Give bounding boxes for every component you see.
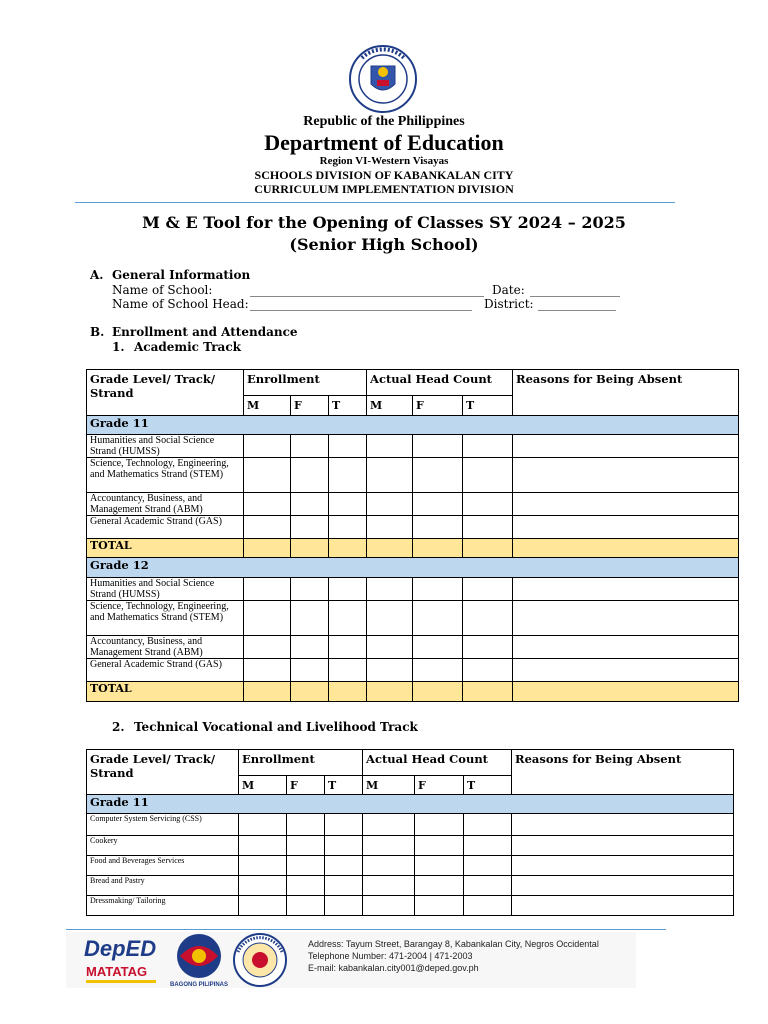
input-cell[interactable] (413, 636, 463, 659)
input-cell[interactable] (413, 435, 463, 458)
tvl-header-enroll-f: F (287, 776, 325, 795)
department-title: Department of Education (264, 130, 504, 155)
input-cell[interactable] (291, 682, 329, 702)
input-cell[interactable] (413, 539, 463, 558)
input-cell[interactable] (415, 856, 464, 876)
tvl-header-reasons: Reasons for Being Absent (512, 750, 734, 795)
input-cell[interactable] (244, 601, 291, 636)
input-cell[interactable] (463, 682, 513, 702)
input-cell[interactable] (287, 836, 325, 856)
input-cell[interactable] (512, 814, 734, 836)
strand-gas-g12: General Academic Strand (GAS) (87, 659, 244, 682)
table-row (87, 876, 734, 896)
tvl-track-heading: Technical Vocational and Livelihood Track (134, 720, 418, 734)
input-cell[interactable] (329, 516, 367, 539)
tvl-header-count-m: M (363, 776, 415, 795)
input-cell[interactable] (287, 876, 325, 896)
grade-11-row: Grade 11 (87, 416, 739, 435)
section-a-heading: General Information (112, 268, 251, 282)
total-label-g11: TOTAL (87, 539, 244, 558)
bagong-pilipinas-text: BAGONG PILIPINAS (169, 982, 229, 988)
input-cell[interactable] (512, 876, 734, 896)
input-cell[interactable] (329, 458, 367, 493)
input-cell[interactable] (367, 539, 413, 558)
input-cell[interactable] (464, 896, 512, 916)
academic-track-number: 1. (112, 340, 125, 354)
input-cell[interactable] (363, 896, 415, 916)
input-cell[interactable] (287, 814, 325, 836)
tvl-header-count-f: F (415, 776, 464, 795)
input-cell[interactable] (291, 601, 329, 636)
input-cell[interactable] (244, 659, 291, 682)
input-cell[interactable] (291, 539, 329, 558)
input-cell[interactable] (367, 493, 413, 516)
input-cell[interactable] (325, 876, 363, 896)
table-row (87, 578, 739, 601)
tvl-track-table (86, 749, 734, 916)
input-cell[interactable] (415, 836, 464, 856)
date-field[interactable]: _______________ (530, 283, 620, 297)
input-cell[interactable] (513, 435, 739, 458)
table-row (87, 856, 734, 876)
tvl-header-grade-track: Grade Level/ Track/ Strand (87, 750, 239, 795)
grade-12-row: Grade 12 (87, 558, 739, 578)
date-label: Date: (492, 283, 525, 297)
tvl-header-enroll-m: M (239, 776, 287, 795)
header-count-f: F (413, 396, 463, 416)
input-cell[interactable] (513, 636, 739, 659)
header-enroll-t: T (329, 396, 367, 416)
input-cell[interactable] (513, 493, 739, 516)
tvl-track-number: 2. (112, 720, 125, 734)
input-cell[interactable] (513, 516, 739, 539)
input-cell[interactable] (512, 836, 734, 856)
input-cell[interactable] (329, 636, 367, 659)
header-count-m: M (367, 396, 413, 416)
input-cell[interactable] (244, 435, 291, 458)
academic-track-table (86, 369, 739, 702)
input-cell[interactable] (513, 601, 739, 636)
table-row (87, 458, 739, 493)
district-field[interactable]: _____________ (538, 297, 616, 311)
academic-track-heading: Academic Track (134, 340, 241, 354)
input-cell[interactable] (513, 659, 739, 682)
input-cell[interactable] (464, 814, 512, 836)
footer-divider (66, 929, 666, 930)
input-cell[interactable] (329, 659, 367, 682)
input-cell[interactable] (329, 682, 367, 702)
input-cell[interactable] (413, 493, 463, 516)
document-title: M & E Tool for the Opening of Classes SY 2024 – 2025 (142, 213, 626, 232)
input-cell[interactable] (291, 636, 329, 659)
table-row (87, 516, 739, 539)
input-cell[interactable] (367, 516, 413, 539)
input-cell[interactable] (244, 516, 291, 539)
table-row (87, 836, 734, 856)
table-row (87, 601, 739, 636)
footer-email[interactable]: E-mail: kabankalan.city001@deped.gov.ph (308, 963, 479, 973)
input-cell[interactable] (244, 682, 291, 702)
input-cell[interactable] (291, 493, 329, 516)
deped-seal-icon (348, 44, 418, 114)
input-cell[interactable] (287, 896, 325, 916)
header-grade-track: Grade Level/ Track/ Strand (87, 370, 244, 416)
input-cell[interactable] (329, 539, 367, 558)
section-b-letter: B. (90, 325, 105, 339)
input-cell[interactable] (415, 876, 464, 896)
input-cell[interactable] (291, 578, 329, 601)
input-cell[interactable] (291, 458, 329, 493)
input-cell[interactable] (363, 856, 415, 876)
header-divider (75, 202, 675, 203)
input-cell[interactable] (367, 435, 413, 458)
input-cell[interactable] (239, 814, 287, 836)
footer-telephone: Telephone Number: 471-2004 | 471-2003 (308, 951, 473, 961)
tvl-header-count-t: T (464, 776, 512, 795)
strand-gas-g11: General Academic Strand (GAS) (87, 516, 244, 539)
input-cell[interactable] (464, 876, 512, 896)
input-cell[interactable] (463, 435, 513, 458)
table-row (87, 636, 739, 659)
input-cell[interactable] (463, 636, 513, 659)
tvl-header-head-count: Actual Head Count (363, 750, 512, 776)
total-label-g12: TOTAL (87, 682, 244, 702)
school-head-label: Name of School Head: (112, 297, 249, 311)
table-row (87, 493, 739, 516)
input-cell[interactable] (415, 814, 464, 836)
tvl-strand-css: Computer System Servicing (CSS) (87, 814, 239, 836)
input-cell[interactable] (413, 578, 463, 601)
strand-abm-g11: Accountancy, Business, and Management Strand (ABM) (87, 493, 244, 516)
input-cell[interactable] (367, 578, 413, 601)
input-cell[interactable] (463, 539, 513, 558)
input-cell[interactable] (512, 856, 734, 876)
input-cell[interactable] (367, 659, 413, 682)
input-cell[interactable] (239, 896, 287, 916)
strand-humss-g11: Humanities and Social Science Strand (HUMSS) (87, 435, 244, 458)
district-label: District: (484, 297, 534, 311)
input-cell[interactable] (413, 659, 463, 682)
input-cell[interactable] (464, 856, 512, 876)
division-text: SCHOOLS DIVISION OF KABANKALAN CITY (254, 168, 514, 182)
header-reasons: Reasons for Being Absent (513, 370, 739, 416)
input-cell[interactable] (291, 516, 329, 539)
input-cell[interactable] (363, 876, 415, 896)
tvl-strand-fbs: Food and Beverages Services (87, 856, 239, 876)
input-cell[interactable] (244, 636, 291, 659)
table-row (87, 659, 739, 682)
input-cell[interactable] (367, 682, 413, 702)
strand-humss-g12: Humanities and Social Science Strand (HUMSS) (87, 578, 244, 601)
strand-stem-g12: Science, Technology, Engineering, and Mathematics Strand (STEM) (87, 601, 244, 636)
header-enroll-f: F (291, 396, 329, 416)
header-enroll-m: M (244, 396, 291, 416)
input-cell[interactable] (415, 896, 464, 916)
input-cell[interactable] (244, 578, 291, 601)
input-cell[interactable] (329, 601, 367, 636)
input-cell[interactable] (413, 682, 463, 702)
tvl-strand-cookery: Cookery (87, 836, 239, 856)
input-cell[interactable] (363, 814, 415, 836)
input-cell[interactable] (325, 896, 363, 916)
section-b-heading: Enrollment and Attendance (112, 325, 298, 339)
input-cell[interactable] (463, 516, 513, 539)
deped-logo (84, 934, 164, 990)
division-seal-icon (232, 932, 288, 992)
input-cell[interactable] (329, 493, 367, 516)
input-cell[interactable] (291, 659, 329, 682)
input-cell[interactable] (513, 578, 739, 601)
strand-stem-g11: Science, Technology, Engineering, and Mathematics Strand (STEM) (87, 458, 244, 493)
section-a-letter: A. (90, 268, 104, 282)
input-cell[interactable] (413, 458, 463, 493)
input-cell[interactable] (367, 636, 413, 659)
input-cell[interactable] (463, 578, 513, 601)
tvl-header-enroll-t: T (325, 776, 363, 795)
input-cell[interactable] (244, 539, 291, 558)
input-cell[interactable] (239, 856, 287, 876)
school-name-label: Name of School: (112, 283, 213, 297)
tvl-strand-dressmaking: Dressmaking/ Tailoring (87, 896, 239, 916)
table-row (87, 896, 734, 916)
republic-text: Republic of the Philippines (303, 114, 465, 129)
footer-address: Address: Tayum Street, Barangay 8, Kabankalan City, Negros Occidental (308, 939, 599, 949)
tvl-header-enrollment: Enrollment (239, 750, 363, 776)
input-cell[interactable] (513, 682, 739, 702)
input-cell[interactable] (367, 458, 413, 493)
header-enrollment: Enrollment (244, 370, 367, 396)
header-count-t: T (463, 396, 513, 416)
bagong-pilipinas-logo (166, 932, 232, 992)
school-name-field[interactable]: _______________________________________ (250, 283, 484, 297)
input-cell[interactable] (244, 493, 291, 516)
matatag-logo-text: MATATAG (86, 964, 148, 979)
input-cell[interactable] (325, 814, 363, 836)
input-cell[interactable] (367, 601, 413, 636)
input-cell[interactable] (287, 856, 325, 876)
tvl-strand-bread-pastry: Bread and Pastry (87, 876, 239, 896)
input-cell[interactable] (513, 458, 739, 493)
region-text: Region VI-Western Visayas (319, 155, 449, 167)
input-cell[interactable] (463, 493, 513, 516)
school-head-field[interactable]: _____________________________________ (250, 297, 472, 311)
input-cell[interactable] (325, 856, 363, 876)
input-cell[interactable] (463, 601, 513, 636)
input-cell[interactable] (463, 659, 513, 682)
document-subtitle: (Senior High School) (289, 235, 479, 254)
input-cell[interactable] (239, 836, 287, 856)
header-head-count: Actual Head Count (367, 370, 513, 396)
table-row (87, 814, 734, 836)
deped-logo-text: DepED (84, 936, 157, 961)
input-cell[interactable] (363, 836, 415, 856)
table-row (87, 435, 739, 458)
input-cell[interactable] (239, 876, 287, 896)
input-cell[interactable] (513, 539, 739, 558)
input-cell[interactable] (463, 458, 513, 493)
input-cell[interactable] (512, 896, 734, 916)
input-cell[interactable] (464, 836, 512, 856)
input-cell[interactable] (413, 601, 463, 636)
tvl-grade-11-row: Grade 11 (87, 795, 734, 814)
input-cell[interactable] (329, 435, 367, 458)
input-cell[interactable] (244, 458, 291, 493)
input-cell[interactable] (329, 578, 367, 601)
input-cell[interactable] (325, 836, 363, 856)
input-cell[interactable] (413, 516, 463, 539)
input-cell[interactable] (291, 435, 329, 458)
cid-text: CURRICULUM IMPLEMENTATION DIVISION (254, 182, 514, 196)
strand-abm-g12: Accountancy, Business, and Management Strand (ABM) (87, 636, 244, 659)
